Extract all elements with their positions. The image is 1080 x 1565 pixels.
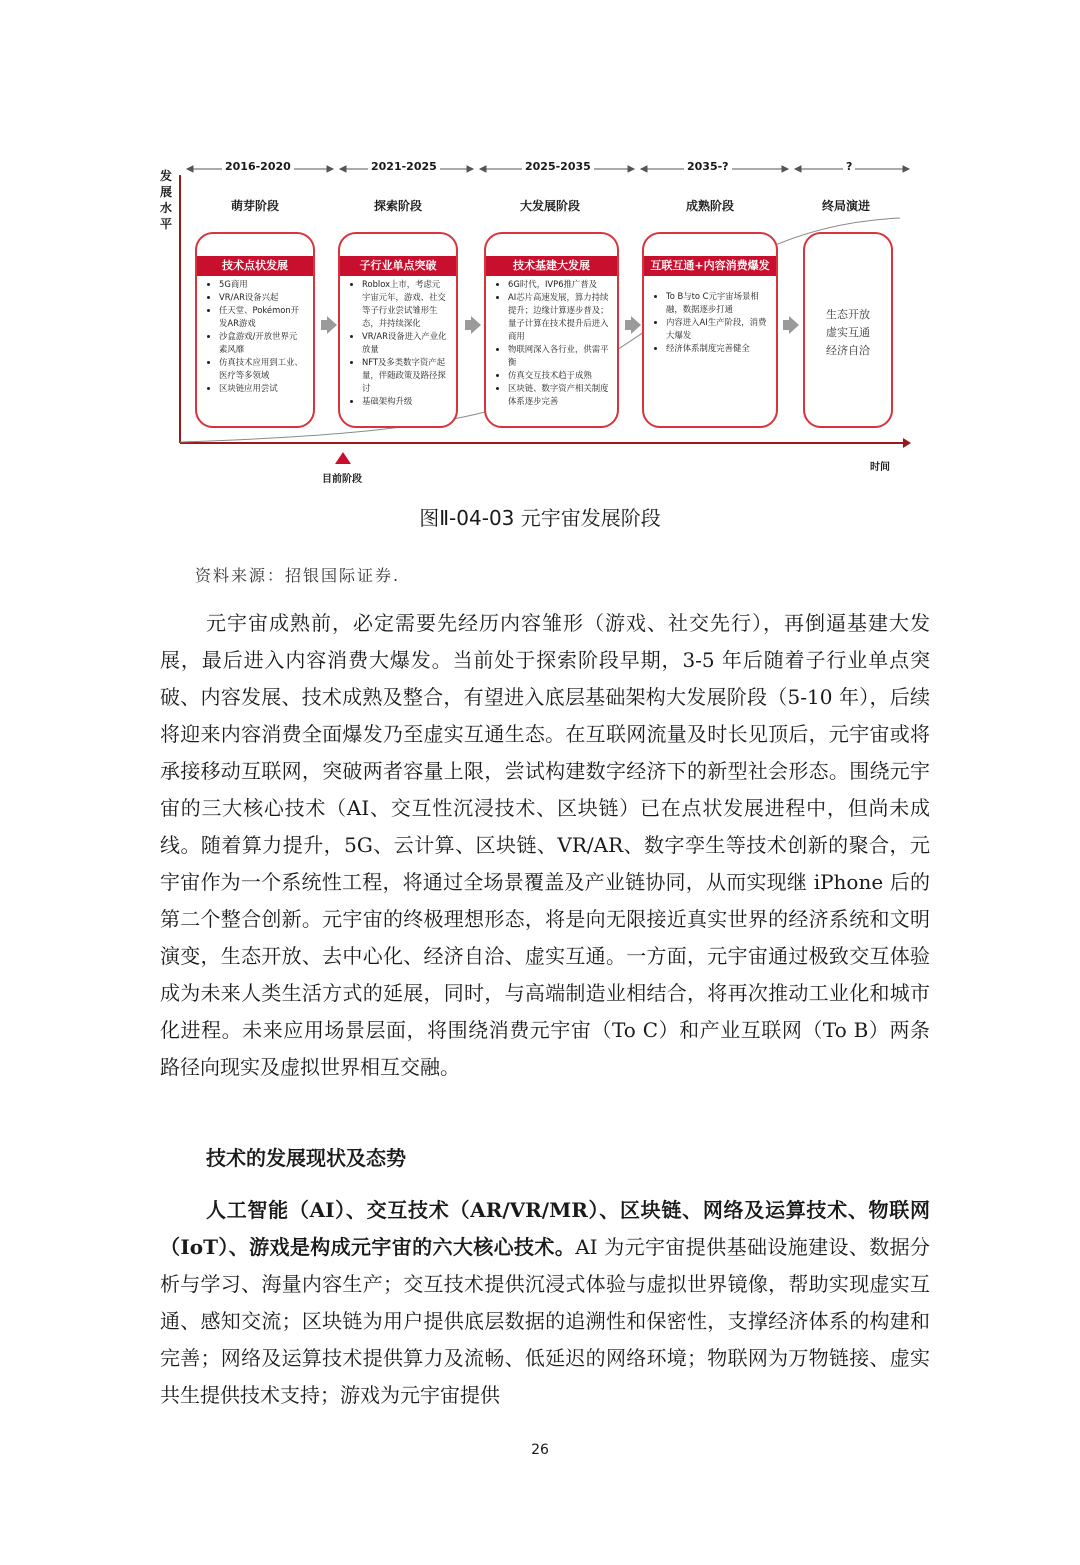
list-item: • 沙盒游戏/开放世界元素风靡 bbox=[219, 330, 305, 356]
list-item: • NFT及多类数字资产起量，伴随政策及路径探讨 bbox=[362, 356, 448, 395]
final-stage-line: 生态开放 bbox=[826, 308, 870, 321]
stage-card-items bbox=[340, 278, 456, 408]
current-stage-marker bbox=[335, 452, 351, 464]
stage-arrow-icon bbox=[327, 316, 337, 334]
stage-arrow-icon bbox=[471, 316, 481, 334]
list-item: • AI芯片高速发展，算力持续提升；边缘计算逐步普及；量子计算在技术提升后进入商用 bbox=[508, 291, 609, 343]
list-item: • VR/AR设备进入产业化放量 bbox=[362, 330, 448, 356]
current-stage-label: 目前阶段 bbox=[322, 474, 362, 485]
list-item: • 6G时代，IVP6推广普及 bbox=[508, 278, 609, 291]
list-item: • 经济体系制度完善健全 bbox=[666, 342, 768, 355]
list-item: • 物联网深入各行业，供需平衡 bbox=[508, 343, 609, 369]
final-stage-line: 经济自洽 bbox=[826, 344, 870, 357]
stage-arrow-icon bbox=[631, 316, 641, 334]
stage-card-items bbox=[644, 290, 776, 355]
period-label: 2021-2025 bbox=[368, 160, 440, 173]
period-label: 2025-2035 bbox=[522, 160, 594, 173]
list-item: • 5G商用 bbox=[219, 278, 305, 291]
stage-card-head: 技术点状发展 bbox=[197, 256, 313, 276]
paragraph-text: AI 为元宇宙提供基础设施建设、数据分析与学习、海量内容生产；交互技术提供沉浸式体验与虚拟世界镜像，帮助实现虚实互通、感知交流；区块链为用户提供底层数据的追溯性和保密性，支撑经济体系的构建和完善；网络及运算技术提供算力及流畅、低延迟的网络环境；物联网为万物链接、虚实共生提供技术支持；游戏为元宇宙提供 bbox=[160, 1235, 931, 1407]
stage-card-head: 技术基建大发展 bbox=[486, 256, 617, 276]
stage-card-items bbox=[486, 278, 617, 408]
bold-lead: 人工智能（AI）、交互技术（AR/VR/MR）、区块链、网络及运算技术、物联网（IoT）、游戏是构成元宇宙的六大核心技术。 bbox=[160, 1198, 930, 1259]
list-item: • 区块链应用尝试 bbox=[219, 382, 305, 395]
stage-title: 萌芽阶段 bbox=[230, 199, 279, 213]
period-label: 2035-? bbox=[684, 160, 732, 173]
stage-title: 成熟阶段 bbox=[685, 199, 734, 213]
final-stage-lines bbox=[805, 306, 891, 360]
list-item: • 区块链、数字资产相关制度体系逐步完善 bbox=[508, 382, 609, 408]
x-axis-label: 时间 bbox=[870, 462, 890, 473]
list-item: • 仿真交互技术趋于成熟 bbox=[508, 369, 609, 382]
body-paragraph bbox=[160, 1192, 930, 1414]
final-stage-line: 虚实互通 bbox=[826, 326, 870, 339]
stage-title: 探索阶段 bbox=[373, 199, 422, 213]
list-item: • Roblox上市，考虑元宇宙元年，游戏、社交等子行业尝试雏形生态，并持续深化 bbox=[362, 278, 448, 330]
period-label: 2016-2020 bbox=[222, 160, 294, 173]
period-label: ? bbox=[843, 160, 855, 173]
list-item: • 内容进入AI生产阶段，消费大爆发 bbox=[666, 316, 768, 342]
stage-card-growth bbox=[484, 232, 619, 428]
body-paragraph: 元宇宙成熟前，必定需要先经历内容雏形（游戏、社交先行），再倒逼基建大发展，最后进入内容消费大爆发。当前处于探索阶段早期，3-5 年后随着子行业单点突破、内容发展、技术成熟及整合，有望进入底层基础架构大发展阶段（5-10 年），后续将迎来内容消费全面爆发乃至虚实互通生态。在互联网流量及时长见顶后，元宇宙或将承接移动互联网，突破两者容量上限，尝试构建数字经济下的新型社会形态。围绕元宇宙的三大核心技术（AI、交互性沉浸技术、区块链）已在点状发展进程中，但尚未成线。随着算力提升，5G、云计算、区块链、VR/AR、数字孪生等技术创新的聚合，元宇宙作为一个系统性工程，将通过全场景覆盖及产业链协同，从而实现继 iPhone 后的第二个整合创新。元宇宙的终极理想形态，将是向无限接近真实世界的经济系统和文明演变，生态开放、去中心化、经济自洽、虚实互通。一方面，元宇宙通过极致交互体验成为未来人类生活方式的延展，同时，与高端制造业相结合，将再次推动工业化和城市化进程。未来应用场景层面，将围绕消费元宇宙（To C）和产业互联网（To B）两条路径向现实及虚拟世界相互交融。 bbox=[160, 611, 930, 1079]
stage-card-final bbox=[803, 232, 893, 428]
stage-title: 终局演进 bbox=[821, 199, 870, 213]
y-axis-label-char: 水 bbox=[159, 201, 172, 215]
stage-card-sprout bbox=[195, 232, 315, 428]
y-axis-label-char: 发 bbox=[159, 169, 172, 183]
stage-card-items bbox=[197, 278, 313, 395]
figure-caption: 图Ⅱ-04-03 元宇宙发展阶段 bbox=[419, 506, 661, 530]
list-item: • 仿真技术应用到工业、医疗等多领域 bbox=[219, 356, 305, 382]
list-item: • To B与to C元宇宙场景相融，数据逐步打通 bbox=[666, 290, 768, 316]
figure-source: 资料来源：招银国际证券. bbox=[195, 566, 401, 585]
list-item: • 基础架构升级 bbox=[362, 395, 448, 408]
list-item: • 任天堂、Pokémon开发AR游戏 bbox=[219, 304, 305, 330]
section-heading: 技术的发展现状及态势 bbox=[206, 1146, 406, 1170]
x-axis-arrowhead bbox=[903, 438, 911, 448]
list-item: • VR/AR设备兴起 bbox=[219, 291, 305, 304]
stage-card-head: 互联互通+内容消费爆发 bbox=[644, 256, 776, 276]
y-axis-label bbox=[158, 168, 174, 232]
stage-card-head: 子行业单点突破 bbox=[340, 256, 456, 276]
page-number: 26 bbox=[531, 1442, 549, 1458]
stage-card-mature bbox=[642, 232, 778, 428]
stage-card-explore bbox=[338, 232, 458, 428]
stage-title: 大发展阶段 bbox=[519, 199, 580, 213]
stage-arrow-icon bbox=[789, 316, 799, 334]
y-axis-label-char: 平 bbox=[159, 217, 172, 231]
y-axis-label-char: 展 bbox=[159, 185, 172, 199]
